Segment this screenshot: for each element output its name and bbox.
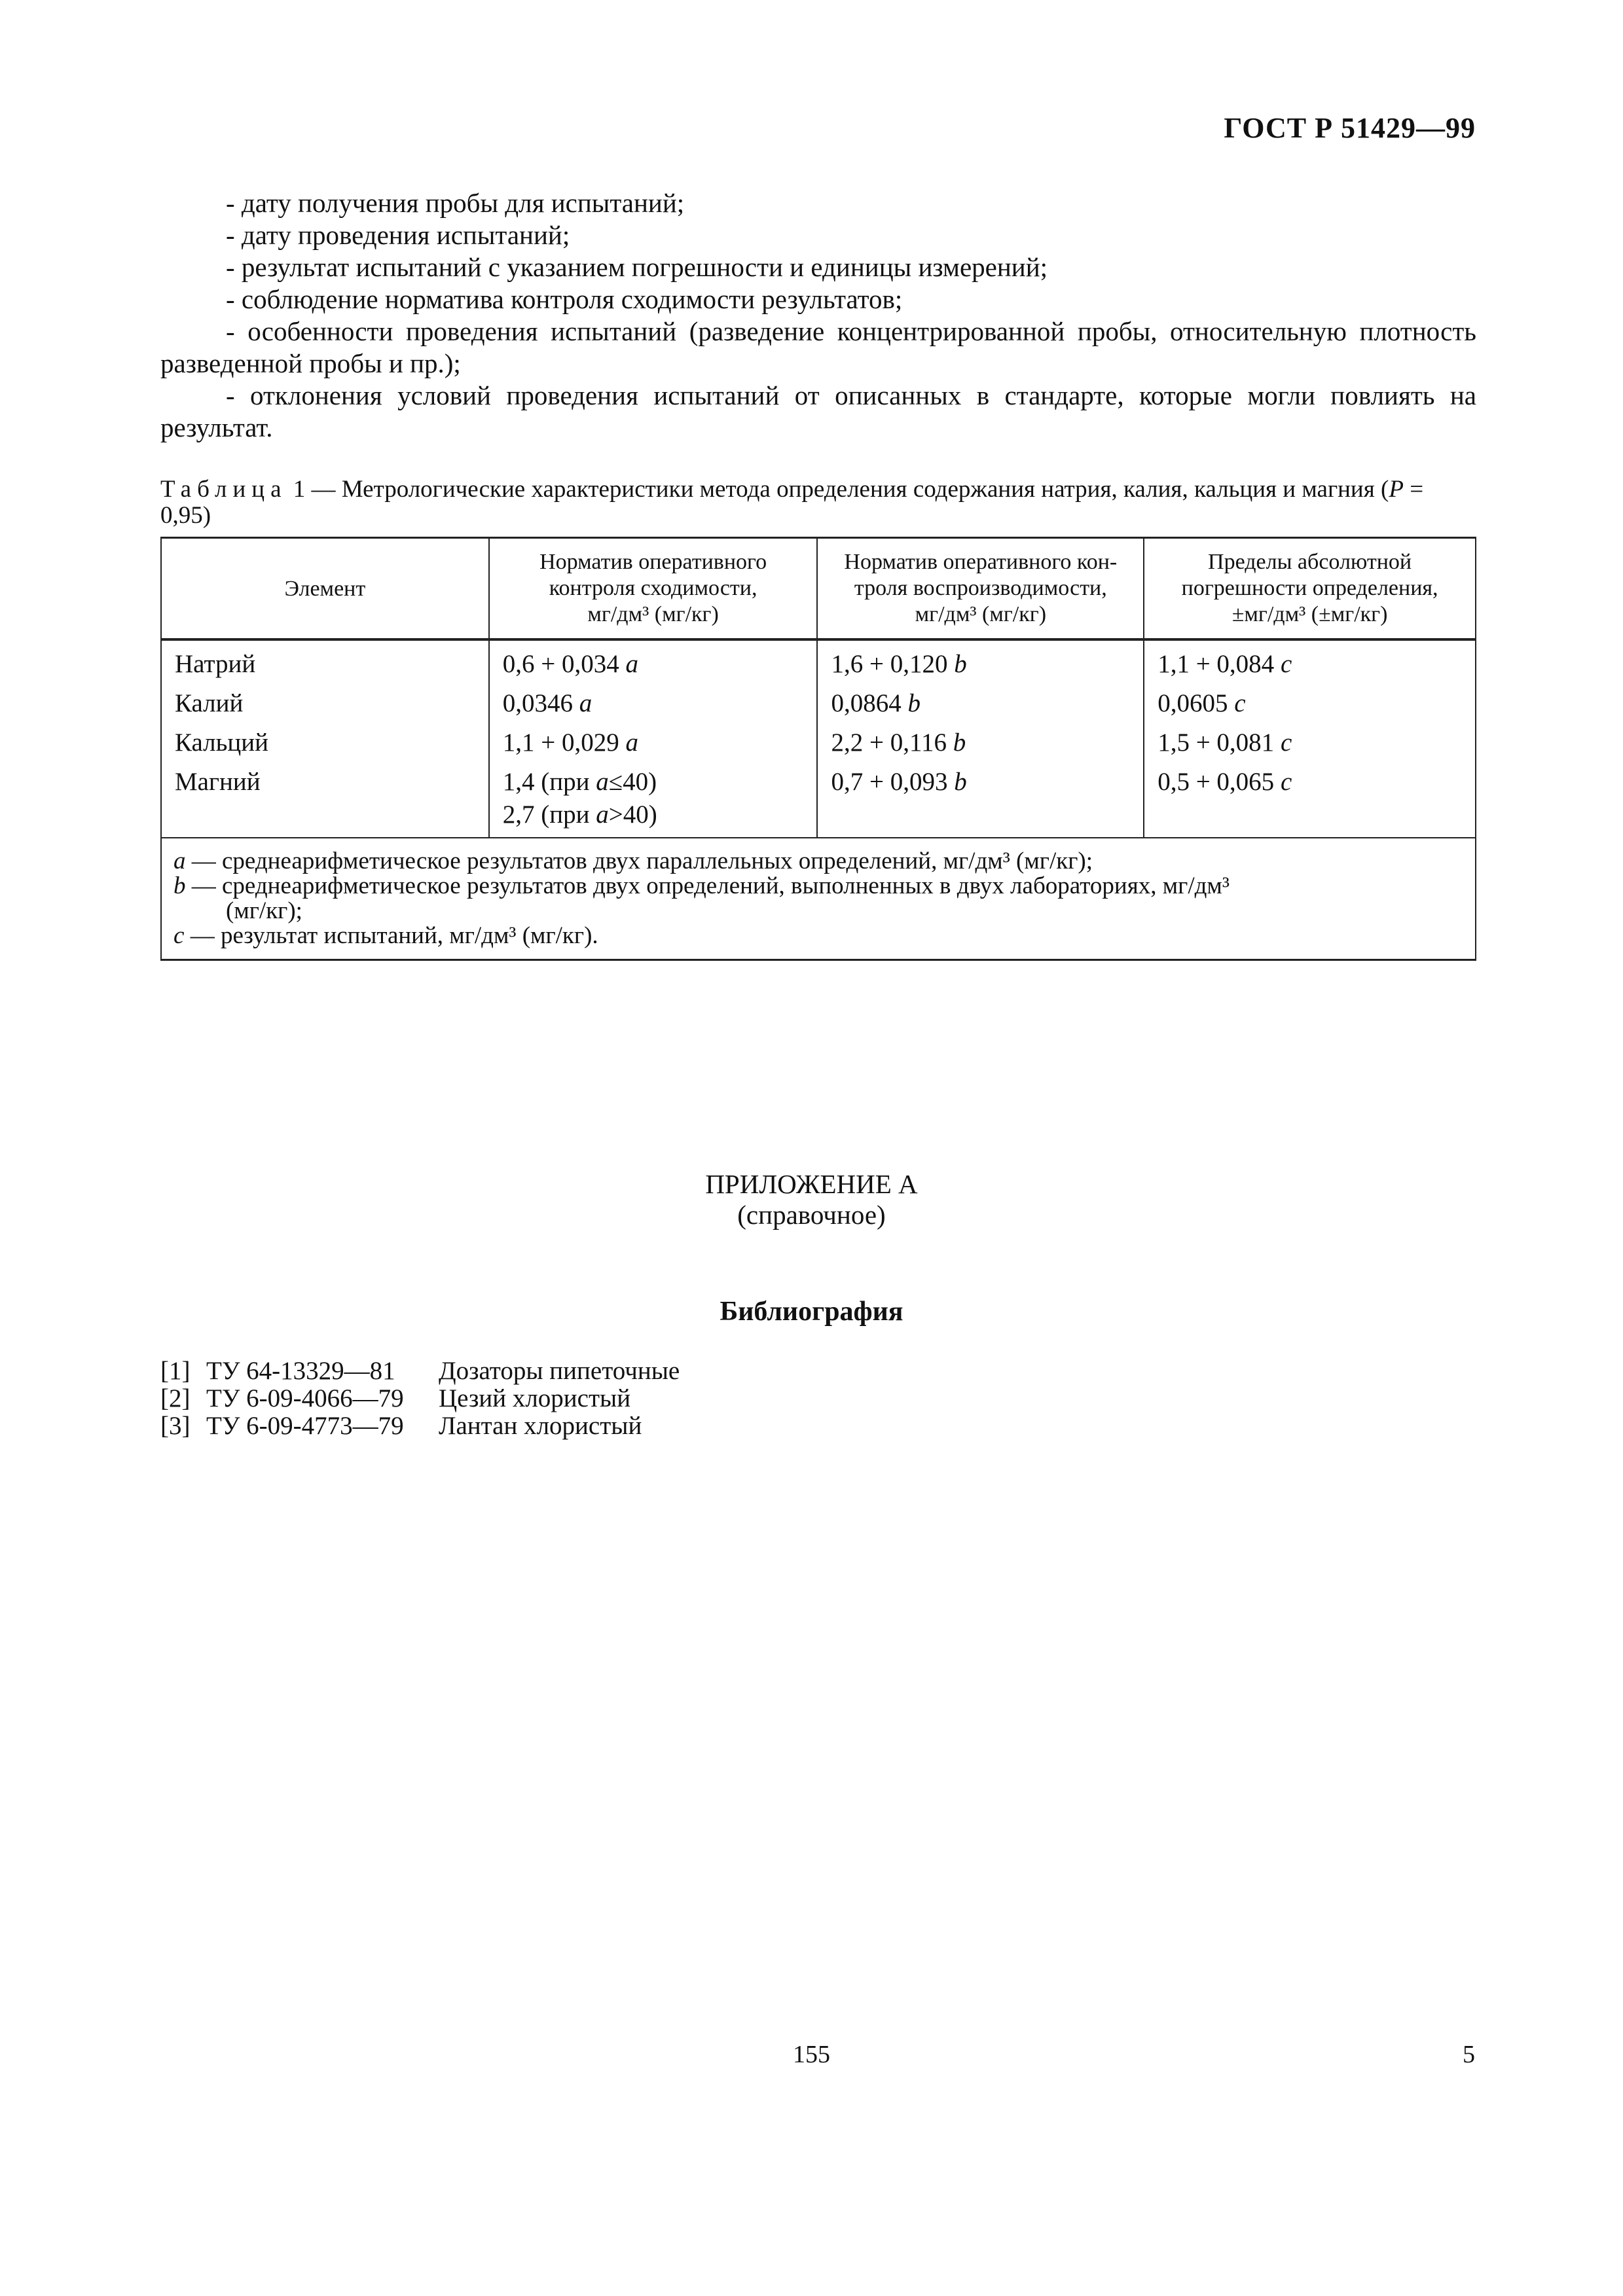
table-row	[161, 684, 1476, 723]
list-item: - дату проведения испытаний;	[226, 220, 570, 250]
cell-reproducibility: 1,6 + 0,120 b	[817, 639, 1144, 684]
list-item: [3] ТУ 6-09-4773—79 Лантан хлористый	[160, 1412, 642, 1440]
header-reproducibility: Норматив оперативного кон- троля воспроизводимости, мг/дм³ (мг/кг)	[817, 538, 1144, 640]
cell-element: Кальций	[161, 723, 489, 762]
page-number-center: 155	[793, 2041, 830, 2068]
report-contents-list	[160, 187, 1476, 444]
table-row	[161, 762, 1476, 838]
header-error-limits: Пределы абсолютной погрешности определения, ±мг/дм³ (±мг/кг)	[1144, 538, 1476, 640]
cell-convergence: 1,4 (при a≤40) 2,7 (при a>40)	[489, 762, 818, 838]
list-item: [2] ТУ 6-09-4066—79 Цезий хлористый	[160, 1384, 631, 1412]
header-element: Элемент	[161, 538, 489, 640]
bibliography-title: Библиография	[720, 1297, 903, 1327]
note-a: a — среднеарифметическое результатов двух параллельных определений, мг/дм³ (мг/кг);	[173, 848, 1093, 874]
bibliography-list	[160, 1357, 680, 1440]
cell-error-limit: 1,1 + 0,084 c	[1144, 639, 1476, 684]
list-item: - особенности проведения испытаний (разведение концентрированной пробы, относительную плотность разведенной пробы и пр.);	[160, 316, 1476, 378]
cell-error-limit: 1,5 + 0,081 c	[1144, 723, 1476, 762]
cell-reproducibility: 2,2 + 0,116 b	[817, 723, 1144, 762]
note-b: b — среднеарифметическое результатов двух определений, выполненных в двух лабораториях, мг/дм³ (мг/кг);	[173, 872, 1230, 924]
metrology-table	[160, 537, 1476, 961]
table-row	[161, 723, 1476, 762]
header-convergence: Норматив оперативного контроля сходимости, мг/дм³ (мг/кг)	[489, 538, 818, 640]
note-c: c — результат испытаний, мг/дм³ (мг/кг).	[173, 922, 598, 949]
appendix-subtitle: (справочное)	[737, 1200, 886, 1230]
list-item: [1] ТУ 64-13329—81 Дозаторы пипеточные	[160, 1357, 680, 1385]
cell-element: Натрий	[161, 639, 489, 684]
list-item: - дату получения пробы для испытаний;	[226, 188, 685, 218]
appendix-heading	[0, 1169, 1623, 1230]
document-number: ГОСТ Р 51429—99	[1224, 112, 1476, 144]
cell-convergence: 1,1 + 0,029 a	[489, 723, 818, 762]
list-item: - отклонения условий проведения испытаний от описанных в стандарте, которые могли повлиять на результат.	[160, 380, 1476, 442]
cell-convergence: 0,6 + 0,034 a	[489, 639, 818, 684]
table-row	[161, 639, 1476, 684]
list-item: - соблюдение норматива контроля сходимости результатов;	[226, 284, 903, 314]
page-number-right: 5	[1463, 2041, 1475, 2068]
cell-element: Магний	[161, 762, 489, 838]
cell-convergence: 0,0346 a	[489, 684, 818, 723]
table-caption: Таблица 1 — Метрологические характеристики метода определения содержания натрия, калия, кальция и магния (P = 0,95)	[160, 476, 1424, 529]
cell-reproducibility: 0,0864 b	[817, 684, 1144, 723]
cell-reproducibility: 0,7 + 0,093 b	[817, 762, 1144, 838]
table-notes	[161, 838, 1476, 960]
table-caption-label: Таблица	[160, 476, 287, 503]
appendix-title: ПРИЛОЖЕНИЕ А	[705, 1169, 918, 1199]
list-item: - результат испытаний с указанием погрешности и единицы измерений;	[226, 252, 1048, 282]
cell-error-limit: 0,5 + 0,065 c	[1144, 762, 1476, 838]
cell-error-limit: 0,0605 c	[1144, 684, 1476, 723]
cell-element: Калий	[161, 684, 489, 723]
